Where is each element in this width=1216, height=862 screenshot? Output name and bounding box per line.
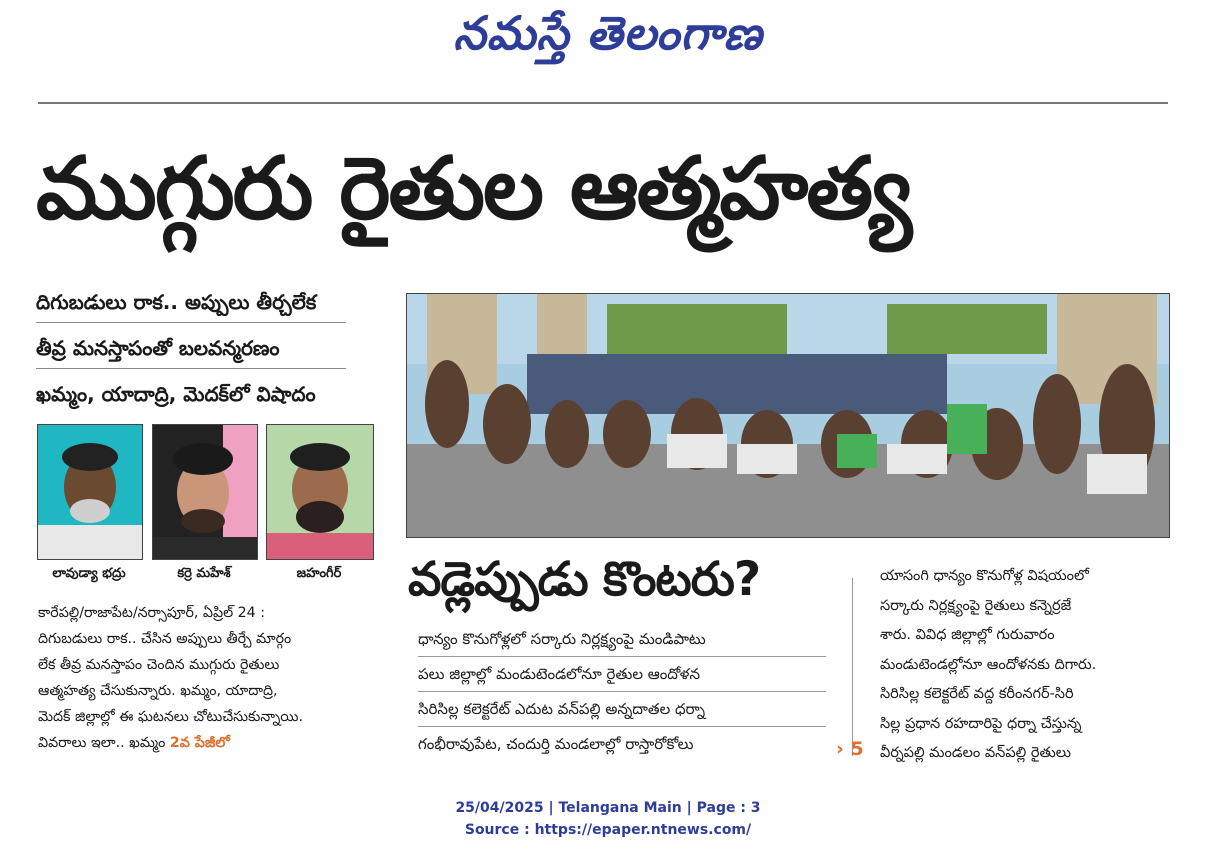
caption-line: వీర్నపల్లి మండలం వన్‌పల్లి రైతులు xyxy=(880,745,1072,761)
deck-divider xyxy=(36,322,346,323)
body-line: మెదక్ జిల్లాల్లో ఈ ఘటనలు చోటుచేసుకున్నాయి. xyxy=(38,709,303,725)
caption-line: సిల్ల ప్రధాన రహదారిపై ధర్నా చేస్తున్న xyxy=(880,715,1082,732)
portrait-caption-1: లావుడ్యా భద్రు xyxy=(52,566,126,581)
highlight-item: పలు జిల్లాల్లో మండుటెండలోనూ రైతుల ఆందోళన xyxy=(418,657,826,692)
page-reference[interactable]: 2వ పేజీలో xyxy=(169,735,230,751)
photo-caption-text xyxy=(880,562,1170,769)
portrait-photo-3 xyxy=(266,424,374,560)
newspaper-masthead: నమస్తే తెలంగాణ xyxy=(453,6,763,60)
portrait-caption-3: జహంగీర్ xyxy=(296,566,342,581)
portrait-photo-2 xyxy=(152,424,258,560)
body-line: దిగుబడులు రాక.. చేసిన అప్పులు తీర్చే మార్గం xyxy=(38,631,292,647)
body-last-line: వివరాలు ఇలా.. ఖమ్మం xyxy=(38,735,166,751)
column-divider xyxy=(852,578,853,756)
deck-line-3: ఖమ్మం, యాదాద్రి, మెదక్‌లో విషాదం xyxy=(36,382,316,406)
caption-line: సర్కారు నిర్లక్ష్యంపై రైతులు కన్నెర్రజే xyxy=(880,597,1072,614)
sub-headline: వడ్లెప్పుడు కొంటరు? xyxy=(408,552,761,607)
highlight-list xyxy=(418,622,826,761)
footer-source[interactable]: Source : https://epaper.ntnews.com/ xyxy=(464,822,752,838)
body-line: లేక తీవ్ర మనస్తాపం చెందిన ముగ్గురు రైతులు xyxy=(38,657,280,673)
deck-line-2: తీవ్ర మనస్తాపంతో బలవన్మరణం xyxy=(36,336,280,360)
main-headline: ముగ్గురు రైతుల ఆత్మహత్య xyxy=(36,139,911,239)
body-line: ఆత్మహత్య చేసుకున్నారు. ఖమ్మం, యాదాద్రి, xyxy=(38,683,278,699)
caption-line: యాసంగి ధాన్యం కొనుగోళ్ల విషయంలో xyxy=(880,568,1089,584)
deck-divider xyxy=(36,368,346,369)
deck-line-1: దిగుబడులు రాక.. అప్పులు తీర్చలేక xyxy=(36,290,317,314)
caption-line: శారు. వివిధ జిల్లాల్లో గురువారం xyxy=(880,627,1055,643)
portrait-photo-1 xyxy=(37,424,143,560)
portrait-caption-2: కర్రె మహేశ్ xyxy=(177,566,231,581)
masthead-divider xyxy=(38,102,1168,104)
caption-line: మండుటెండల్లోనూ ఆందోళనకు దిగారు. xyxy=(880,656,1097,673)
article-body xyxy=(38,600,376,756)
highlight-item: ధాన్యం కొనుగోళ్లలో సర్కారు నిర్లక్ష్యంపై మండిపాటు xyxy=(418,622,826,657)
body-line: కారేపల్లి/రాజాపేట/నర్సాపూర్, ఏప్రిల్ 24 : xyxy=(38,605,265,621)
caption-line: సిరిసిల్ల కలెక్టరేట్ వద్ద కరీంనగర్-సిరి xyxy=(880,686,1074,702)
highlight-item: సిరిసిల్ల కలెక్టరేట్ ఎదుట వన్‌పల్లి అన్నదాతల ధర్నా xyxy=(418,692,826,727)
body-line xyxy=(38,730,376,756)
continued-marker[interactable]: › 5 xyxy=(836,738,864,760)
protest-photo xyxy=(406,293,1170,538)
footer-date-page: 25/04/2025 | Telangana Main | Page : 3 xyxy=(455,800,761,816)
highlight-item: గంభీరావుపేట, చందుర్తి మండలాల్లో రాస్తారోకోలు xyxy=(418,735,694,753)
